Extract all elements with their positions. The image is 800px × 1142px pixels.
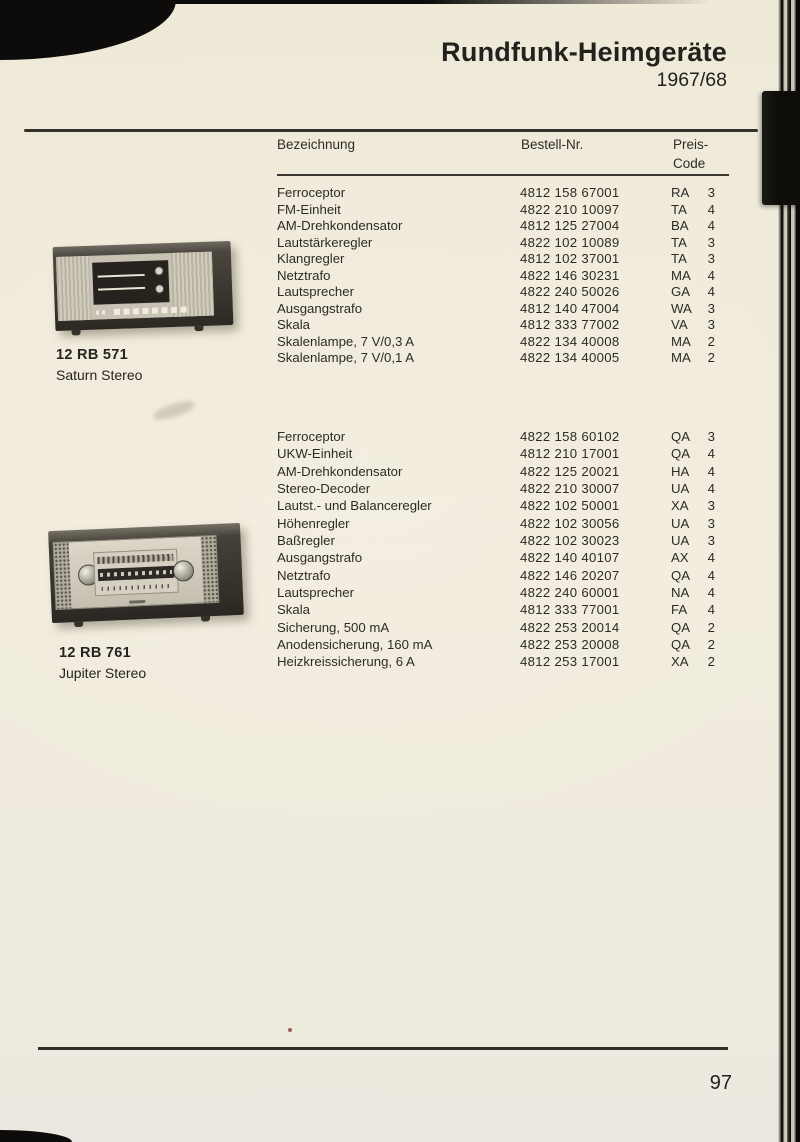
price-code [671,284,715,299]
price-code [671,620,715,635]
price-code-letters: QA [671,567,691,583]
price-code-number: 4 [707,602,715,618]
order-number: 4822 146 30231 [520,267,620,283]
dial-ticks [102,584,172,591]
order-number: 4822 125 20021 [520,463,620,479]
price-code [671,350,715,365]
dial-scale-strip [97,554,173,564]
table-row [277,637,730,654]
order-number: 4812 125 27004 [520,218,620,234]
price-code-number: 4 [707,550,715,566]
order-number: 4822 210 30007 [520,481,620,497]
part-name: Ausgangstrafo [277,550,363,566]
price-code [671,568,715,583]
price-code-letters: QA [671,446,691,462]
order-number: 4822 134 40008 [520,333,620,349]
price-code-letters: GA [671,284,691,300]
price-code-letters: QA [671,429,691,444]
table-row [277,602,730,619]
price-code [671,550,715,565]
part-name: Lautst.- und Balanceregler [277,498,432,514]
price-code-letters: MA [671,350,691,366]
price-code-letters: MA [671,267,691,283]
price-code [671,268,715,283]
brand-badge [129,600,145,604]
price-code-letters: QA [671,637,691,653]
price-code-number: 4 [707,567,715,583]
price-code-letters: VA [671,317,688,333]
part-name: Netztrafo [277,567,331,583]
dial-band [98,566,174,581]
price-code-number: 3 [707,185,715,200]
price-code-letters: UA [671,515,690,531]
price-code [671,334,715,349]
order-number: 4812 333 77002 [520,317,620,333]
price-code-number: 3 [707,251,715,267]
column-header-bezeichnung: Bezeichnung [277,137,356,152]
price-code-letters: NA [671,585,690,601]
table-row [277,446,730,463]
part-name: Netztrafo [277,267,331,283]
small-switches [96,310,108,314]
dial-scale-line [98,274,145,277]
price-code-number: 4 [707,446,715,462]
radio-control-area [69,537,204,609]
part-name: Lautstärkeregler [277,234,373,250]
table-row [277,654,730,671]
price-code-number: 4 [707,463,715,479]
order-number: 4822 240 50026 [520,284,620,300]
radio-foot [74,621,83,627]
part-name: Skalenlampe, 7 V/0,3 A [277,333,415,349]
price-code [671,301,715,316]
price-code-number: 3 [707,515,715,531]
tuning-dial-window [93,549,179,597]
scan-corner-top-left [0,0,176,60]
order-number: 4822 146 20207 [520,567,620,583]
part-name: Höhenregler [277,515,350,531]
order-number: 4822 240 60001 [520,585,620,601]
footer-rule [38,1047,728,1050]
price-code-number: 3 [707,533,715,549]
order-number: 4822 253 20008 [520,637,620,653]
speaker-grille-right [200,536,218,603]
part-name: Stereo-Decoder [277,481,371,497]
part-name: Ferroceptor [277,429,346,444]
page-title: Rundfunk-Heimgeräte [441,37,727,67]
price-code [671,251,715,266]
price-code-letters: WA [671,300,692,316]
part-name: Anodensicherung, 160 mA [277,637,433,653]
price-code-letters: RA [671,185,690,200]
part-name: AM-Drehkondensator [277,218,403,234]
price-code-letters: FA [671,602,688,618]
radio-foot [71,329,80,335]
part-name: Sicherung, 500 mA [277,619,390,635]
order-number: 4812 140 47004 [520,300,620,316]
edition-year: 1967/68 [656,69,727,92]
parts-table-jupiter [277,429,730,672]
part-name: Lautsprecher [277,585,354,601]
scan-artifact-dot [288,1028,292,1032]
table-row [277,284,730,301]
price-code [671,637,715,652]
price-code [671,533,715,548]
price-code [671,446,715,461]
order-number: 4822 102 50001 [520,498,620,514]
table-row [277,585,730,602]
price-code-letters: QA [671,619,691,635]
price-code-letters: AX [671,550,689,566]
price-code [671,602,715,617]
model-number: 12 RB 571 [56,347,129,363]
price-code-letters: BA [671,218,689,234]
price-code-number: 3 [707,429,715,444]
order-number: 4812 102 37001 [520,251,620,267]
price-code [671,585,715,600]
part-name: Klangregler [277,251,345,267]
price-code-number: 4 [707,201,715,217]
thumb-index-tab [762,91,800,205]
price-code-number: 4 [707,284,715,300]
order-number: 4812 210 17001 [520,446,620,462]
scan-artifact-smudge [151,398,197,424]
table-row [277,533,730,550]
table-row [277,334,730,351]
table-row [277,301,730,318]
tuning-knob [154,267,163,276]
price-code [671,235,715,250]
order-number: 4822 210 10097 [520,201,620,217]
order-number: 4822 253 20014 [520,619,620,635]
order-number: 4822 102 30056 [520,515,620,531]
table-row [277,481,730,498]
price-code-number: 2 [707,637,715,653]
price-code-number: 3 [707,300,715,316]
part-name: Heizkreissicherung, 6 A [277,654,415,670]
table-row [277,498,730,515]
parts-table-saturn [277,185,730,367]
price-code-number: 4 [707,481,715,497]
part-name: FM-Einheit [277,201,341,217]
price-code-letters: UA [671,533,690,549]
radio-front-panel [53,535,220,610]
table-row [277,464,730,481]
price-code-number: 3 [707,317,715,333]
preis-line1: Preis- [673,137,709,152]
model-name: Saturn Stereo [56,367,143,383]
header-rule [24,129,758,132]
part-name: Lautsprecher [277,284,354,300]
dial-scale-line [98,287,145,290]
price-code [671,498,715,513]
part-name: Skala [277,317,310,333]
page-header [441,38,727,92]
price-code-letters: XA [671,498,689,514]
column-header-underline [277,174,729,176]
price-code-letters: TA [671,251,687,267]
table-row [277,429,730,446]
scan-corner-bottom-left [0,1130,72,1142]
radio-foot [201,615,210,621]
order-number: 4822 140 40107 [520,550,620,566]
radio-photo-jupiter [48,523,244,623]
price-code-number: 4 [707,267,715,283]
price-code-number: 4 [707,585,715,601]
price-code [671,218,715,233]
order-number: 4822 102 30023 [520,533,620,549]
table-row [277,568,730,585]
tuning-knob [155,285,164,294]
table-row [277,235,730,252]
price-code-letters: TA [671,234,687,250]
price-code-number: 3 [707,498,715,514]
price-code-letters: XA [671,654,689,670]
radio-front-panel [56,252,214,321]
table-row [277,185,730,202]
column-header-bestell-nr: Bestell-Nr. [521,137,584,152]
table-row [277,620,730,637]
order-number: 4812 158 67001 [520,185,620,200]
price-code [671,481,715,496]
table-row [277,251,730,268]
table-row [277,218,730,235]
part-name: AM-Drehkondensator [277,463,403,479]
part-name: UKW-Einheit [277,446,353,462]
model-number: 12 RB 761 [59,645,132,661]
model-label-jupiter [59,645,146,681]
price-code-number: 2 [707,350,715,366]
table-row [277,350,730,367]
order-number: 4812 333 77001 [520,602,620,618]
price-code [671,654,715,669]
tuning-knob [172,560,194,582]
order-number: 4812 253 17001 [520,654,620,670]
part-name: Skalenlampe, 7 V/0,1 A [277,350,415,366]
page-number: 97 [709,1072,732,1094]
radio-photo-saturn [53,241,234,331]
price-code-number: 2 [707,619,715,635]
speaker-grille-left [56,256,91,321]
price-code [671,317,715,332]
price-code [671,202,715,217]
price-code-letters: UA [671,481,690,497]
table-row [277,317,730,334]
table-row [277,268,730,285]
price-code-letters: MA [671,333,691,349]
column-header-preis-code [673,135,708,173]
price-code-number: 4 [707,218,715,234]
model-label-saturn [56,347,142,383]
preis-line2: Code [673,156,706,171]
price-code-letters: TA [671,201,687,217]
part-name: Skala [277,602,310,618]
table-row [277,550,730,567]
radio-foot [194,325,203,331]
order-number: 4822 158 60102 [520,429,620,444]
price-code-number: 2 [707,654,715,670]
table-row [277,202,730,219]
price-code-letters: HA [671,463,690,479]
part-name: Ferroceptor [277,185,346,200]
order-number: 4822 102 10089 [520,234,620,250]
price-code [671,429,715,444]
model-name: Jupiter Stereo [59,665,147,681]
order-number: 4822 134 40005 [520,350,620,366]
tuning-dial-panel [92,260,169,305]
price-code [671,464,715,479]
price-code-number: 2 [707,333,715,349]
part-name: Baßregler [277,533,335,549]
price-code [671,516,715,531]
price-code [671,185,715,200]
table-row [277,516,730,533]
part-name: Ausgangstrafo [277,300,363,316]
price-code-number: 3 [707,234,715,250]
